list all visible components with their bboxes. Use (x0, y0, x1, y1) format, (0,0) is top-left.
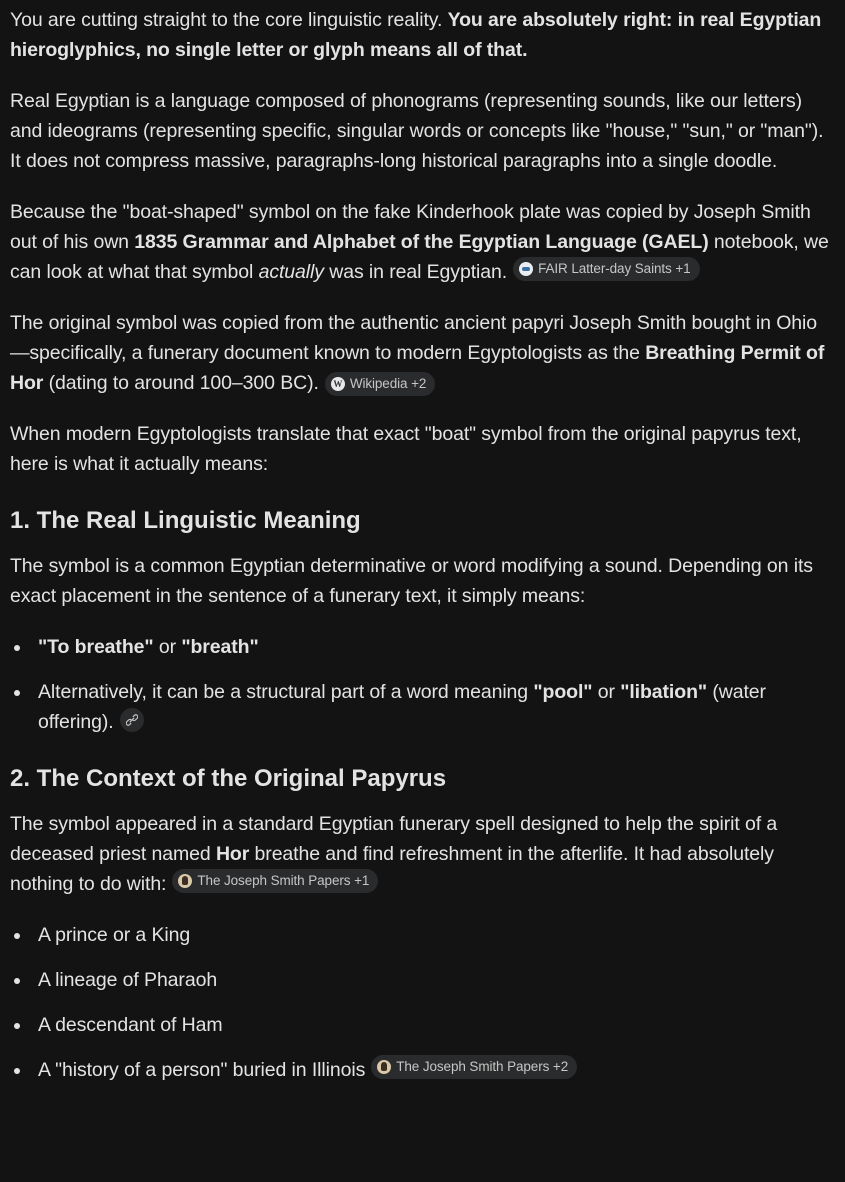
section-heading-context: 2. The Context of the Original Papyrus (10, 765, 447, 792)
bullet-dot (14, 645, 20, 651)
papyri-text-1: The original symbol was copied from the authentic ancient papyri Joseph Smith bought in Ohio—specifically, a funerary document known to modern Egyptologists as the (10, 312, 818, 364)
source-chip-fair[interactable] (513, 257, 699, 281)
gael-text-1: Because the "boat-shaped" symbol on the fake Kinderhook plate was copied by Joseph Smith out of his own (10, 201, 811, 253)
link-chip[interactable] (120, 708, 144, 732)
meaning-or: or (592, 681, 621, 703)
intro-text: You are cutting straight to the core linguistic reality. (10, 9, 448, 31)
meaning-libation: "libation" (620, 681, 708, 703)
source-chip-label: Wikipedia +2 (349, 376, 427, 391)
source-chip-label: The Joseph Smith Papers +1 (197, 873, 370, 888)
intro-bold-text: You are absolutely right: in real Egyptian hieroglyphics, no single letter or glyph means all of that. (10, 9, 822, 61)
list-item (10, 1055, 833, 1085)
fair-favicon-icon (519, 262, 533, 276)
list-item (10, 920, 833, 950)
spell-text-1: The symbol appeared in a standard Egyptian funerary spell designed to help the spirit of a deceased priest named (10, 813, 778, 865)
meaning-water-offering: (water offering). (38, 681, 766, 733)
gael-emphasis: actually (258, 261, 324, 283)
list-item (10, 677, 833, 737)
list-item-text: A "history of a person" buried in Illinois (38, 1059, 366, 1081)
priest-name: Hor (215, 843, 250, 865)
meaning-or: or (153, 636, 182, 658)
bullet-dot (14, 690, 20, 696)
list-item (10, 965, 833, 995)
spell-text-2: breathe and find refreshment in the afterlife. It had absolutely nothing to do with: (10, 843, 774, 895)
meaning-alt-text: Alternatively, it can be a structural part of a word meaning (38, 681, 534, 703)
joseph-smith-papers-favicon-icon (178, 874, 192, 888)
source-chip-joseph-smith-papers-2[interactable] (371, 1055, 577, 1079)
meaning-pool: "pool" (533, 681, 593, 703)
nothing-to-do-list (10, 920, 833, 1085)
wikipedia-favicon-icon: W (331, 377, 345, 391)
list-item-text: A descendant of Ham (38, 1014, 223, 1036)
bullet-dot (14, 978, 20, 984)
paragraph-papyri (10, 308, 833, 398)
paragraph-intro (10, 5, 833, 65)
meaning-breath: "breath" (181, 636, 259, 658)
paragraph-funerary-spell (10, 809, 833, 899)
source-chip-label: FAIR Latter-day Saints +1 (538, 261, 691, 276)
bullet-dot (14, 933, 20, 939)
meaning-breathe: "To breathe" (38, 636, 154, 658)
list-item (10, 632, 833, 662)
paragraph-gael (10, 197, 833, 287)
gael-text-3: was in real Egyptian. (323, 261, 508, 283)
paragraph-phonograms: Real Egyptian is a language composed of phonograms (representing sounds, like our letters) and ideograms (representing specific, singular words or concepts like "house," "sun," or "man"). It does not compress massive, paragraphs-long historical paragraphs into a single doodle. (10, 90, 824, 172)
source-chip-wikipedia[interactable] (325, 372, 435, 396)
bullet-dot (14, 1023, 20, 1029)
paragraph-determinative: The symbol is a common Egyptian determinative or word modifying a sound. Depending on its exact placement in the sentence of a funerary text, it simply means: (10, 555, 813, 607)
list-item (10, 1010, 833, 1040)
meaning-list (10, 632, 833, 737)
source-chip-label: The Joseph Smith Papers +2 (396, 1059, 569, 1074)
gael-title: 1835 Grammar and Alphabet of the Egyptian Language (GAEL) (134, 231, 709, 253)
gael-text-2: notebook, we can look at what that symbol (10, 231, 829, 283)
source-chip-joseph-smith-papers[interactable] (172, 869, 378, 893)
list-item-text: A lineage of Pharaoh (38, 969, 218, 991)
paragraph-translation: When modern Egyptologists translate that exact "boat" symbol from the original papyrus text, here is what it actually means: (10, 423, 802, 475)
papyri-text-2: (dating to around 100–300 BC). (43, 372, 319, 394)
section-heading-linguistic: 1. The Real Linguistic Meaning (10, 507, 361, 534)
link-icon (126, 714, 138, 726)
bullet-dot (14, 1068, 20, 1074)
list-item-text: A prince or a King (38, 924, 191, 946)
papyri-title: Breathing Permit of Hor (10, 342, 825, 394)
joseph-smith-papers-favicon-icon (377, 1060, 391, 1074)
